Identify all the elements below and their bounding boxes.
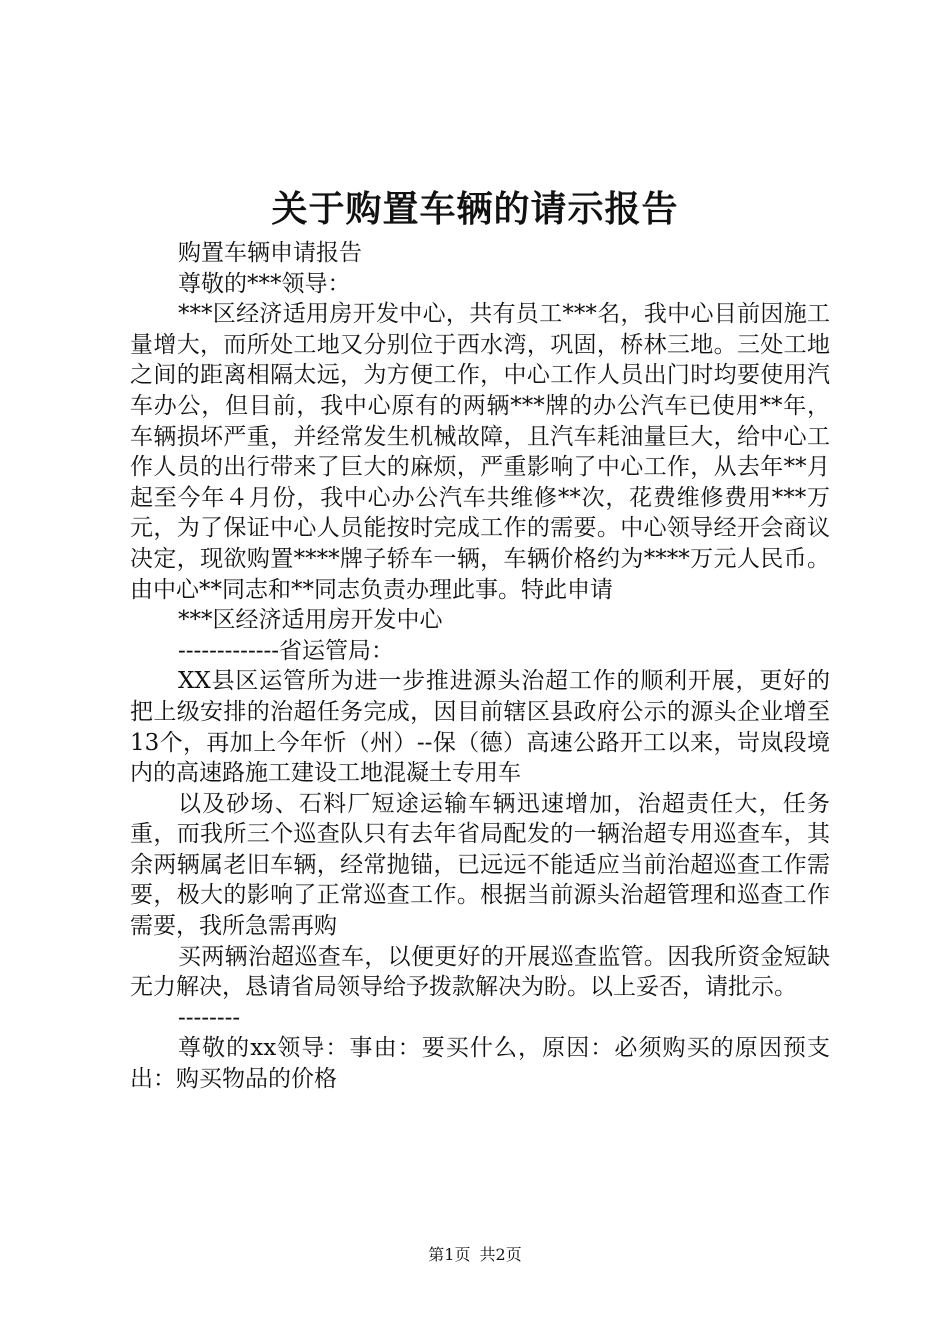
page-total: 共2页 <box>479 1245 522 1264</box>
addressee-paragraph: -------------省运管局： <box>178 637 395 664</box>
template-paragraph: 尊敬的xx领导：事由：要买什么，原因：必须购买的原因预支出：购买物品的价格 <box>130 1035 830 1093</box>
salutation-paragraph: 尊敬的***领导： <box>178 270 351 297</box>
separator-paragraph: -------- <box>178 1004 241 1031</box>
document-body <box>130 238 830 1095</box>
second-letter-paragraph-3: 买两辆治超巡查车，以便更好的开展巡查监管。因我所资金短缺无力解决，恳请省局领导给予拨款解决为盼。以上妥否，请批示。 <box>130 943 830 1001</box>
page-number: 第1页 <box>428 1245 471 1264</box>
signature-paragraph: ***区经济适用房开发中心 <box>178 607 443 634</box>
subheading-paragraph: 购置车辆申请报告 <box>178 240 362 266</box>
second-letter-paragraph-1: XX县区运管所为进一步推进源头治超工作的顺利开展，更好的把上级安排的治超任务完成，因目前辖区县政府公示的源头企业增至13个，再加上今年忻（州）--保（德）高速公路开工以来，岢岚段境内的高速路施工建设工地混凝土专用车 <box>130 668 830 787</box>
second-letter-paragraph-2: 以及砂场、石料厂短途运输车辆迅速增加，治超责任大，任务重，而我所三个巡查队只有去年省局配发的一辆治超专用巡查车，其余两辆属老旧车辆，经常抛锚，已远远不能适应当前治超巡查工作需要，极大的影响了正常巡查工作。根据当前源头治超管理和巡查工作需要，我所急需再购 <box>130 790 830 940</box>
document-title: 关于购置车辆的请示报告 <box>271 188 679 230</box>
page-footer <box>0 1244 950 1266</box>
request-body-paragraph: ***区经济适用房开发中心，共有员工***名，我中心目前因施工量增大，而所处工地又分别位于西水湾，巩固，桥林三地。三处工地之间的距离相隔太远，为方便工作，中心工作人员出门时均要使用汽车办公，但目前，我中心原有的两辆***牌的办公汽车已使用**年，车辆损坏严重，并经常发生机械故障，且汽车耗油量巨大，给中心工作人员的出行带来了巨大的麻烦，严重影响了中心工作，从去年**月起至今年４月份，我中心办公汽车共维修**次，花费维修费用***万元，为了保证中心人员能按时完成工作的需要。中心领导经开会商议决定，现欲购置****牌子轿车一辆，车辆价格约为****万元人民币。由中心**同志和**同志负责办理此事。特此申请 <box>130 301 830 603</box>
